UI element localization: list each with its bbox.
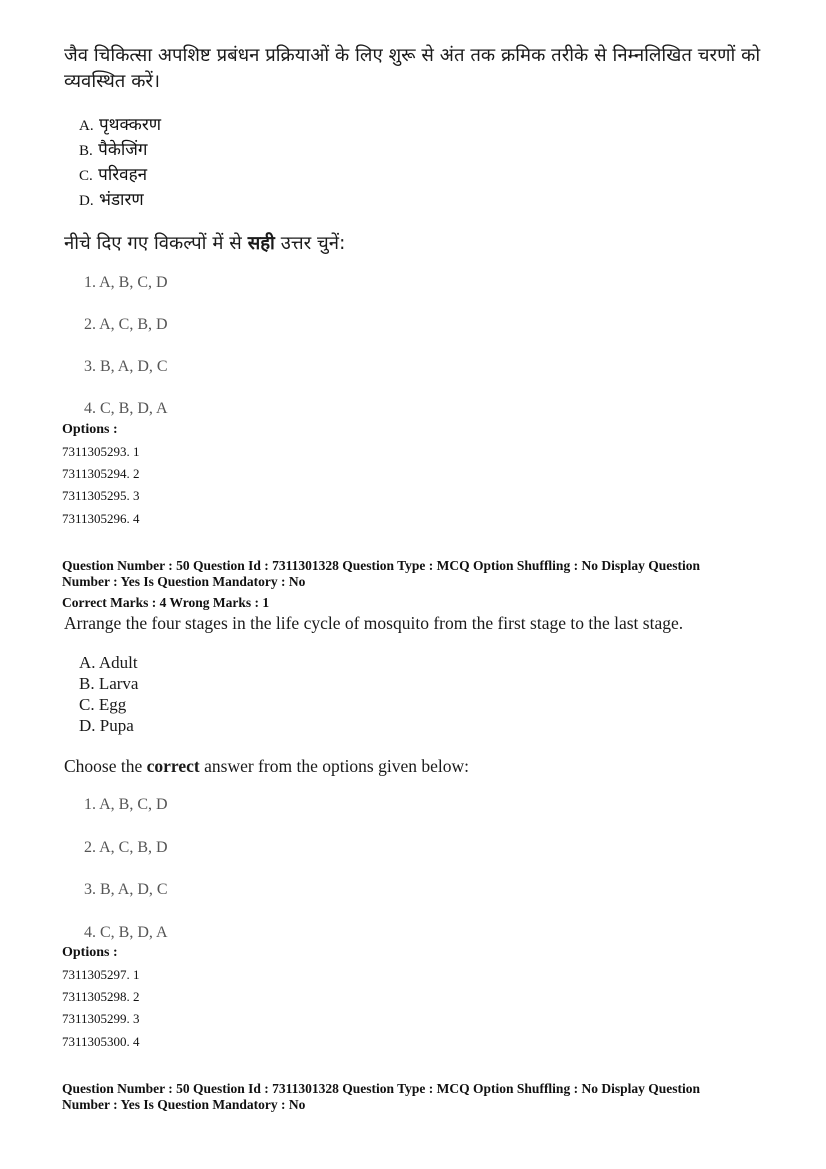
q49-item-a: A. पृथक्करण [79,115,162,135]
q49-item-b: B. पैकेजिंग [79,140,148,160]
q50-marks: Correct Marks : 4 Wrong Marks : 1 [62,595,270,610]
q49-option-3: 7311305295. 3 [62,488,140,503]
q49-option-1: 7311305293. 1 [62,444,140,459]
q49-option-2: 7311305294. 2 [62,466,140,481]
q50-item-c: C. Egg [79,695,127,714]
q50-option-2: 7311305298. 2 [62,989,140,1004]
q50-meta-line1: Question Number : 50 Question Id : 7311301328 Question Type : MCQ Option Shuffling : No Display Question [62,558,700,573]
q49-answer-3: 3. B, A, D, C [84,358,168,375]
q49-item-c: C. परिवहन [79,165,148,185]
q50-answer-4: 4. C, B, D, A [84,924,168,941]
q50-option-1: 7311305297. 1 [62,967,140,982]
q49-question-line1: जैव चिकित्सा अपशिष्ट प्रबंधन प्रक्रियाओं के लिए शुरू से अंत तक क्रमिक तरीके से निम्नलिखित चरणों को [64,45,761,66]
q49-item-d: D. भंडारण [79,190,144,210]
q50-option-3: 7311305299. 3 [62,1011,140,1026]
q49-answer-4: 4. C, B, D, A [84,400,168,417]
q50-instruction: Choose the correct answer from the options given below: [64,756,470,776]
q49-options-label: Options : [62,422,118,437]
q49-instruction: नीचे दिए गए विकल्पों में से सही उत्तर चुनें: [64,233,346,254]
q50-meta-line2: Number : Yes Is Question Mandatory : No [62,574,306,589]
q50-item-d: D. Pupa [79,716,134,735]
q50-answer-2: 2. A, C, B, D [84,839,168,856]
q49-answer-1: 1. A, B, C, D [84,274,168,291]
q50-answer-1: 1. A, B, C, D [84,796,168,813]
q50b-meta-line1: Question Number : 50 Question Id : 7311301328 Question Type : MCQ Option Shuffling : No Display Question [62,1081,700,1096]
q49-answer-2: 2. A, C, B, D [84,316,168,333]
q49-option-4: 7311305296. 4 [62,511,140,526]
q50b-meta-line2: Number : Yes Is Question Mandatory : No [62,1097,306,1112]
q50-options-label: Options : [62,945,118,960]
q49-question-line2: व्यवस्थित करें। [64,71,160,92]
q50-item-b: B. Larva [79,674,139,693]
q50-item-a: A. Adult [79,653,138,672]
q50-question: Arrange the four stages in the life cycle of mosquito from the first stage to the last stage. [64,613,684,633]
q50-answer-3: 3. B, A, D, C [84,881,168,898]
q50-option-4: 7311305300. 4 [62,1034,140,1049]
